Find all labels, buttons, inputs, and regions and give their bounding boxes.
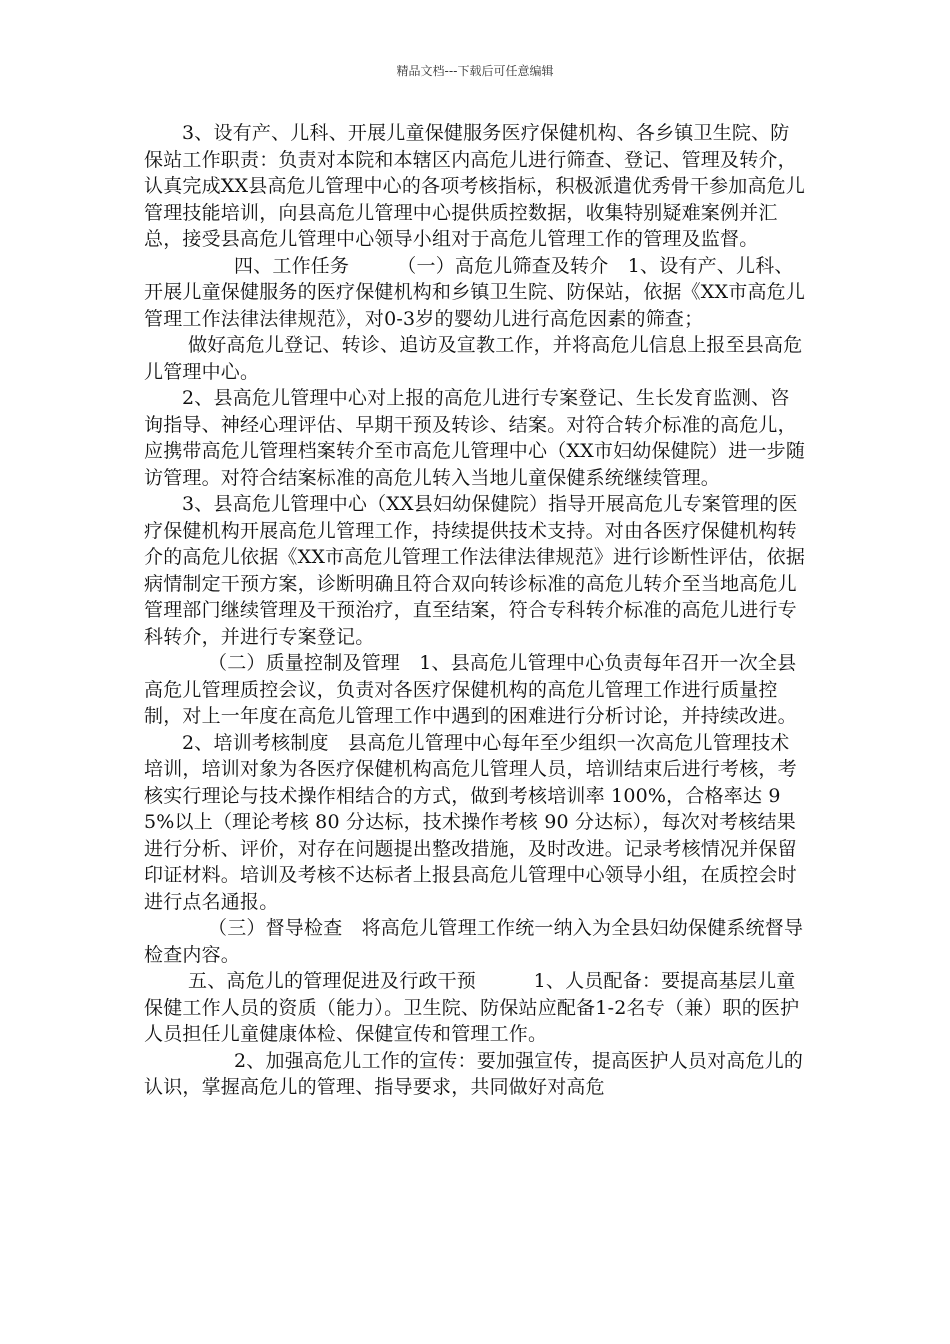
paragraph-task-3: 3、县高危儿管理中心（XX县妇幼保健院）指导开展高危儿专案管理的医疗保健机构开展高危儿管理工作，持续提供技术支持。对由各医疗保健机构转介的高危儿依据《XX市高危儿管理工作法律法律规范》进行诊断性评估，依据病情制定干预方案，诊断明确且符合双向转诊标准的高危儿转介至当地高危儿管理部门继续管理及干预治疗，直至结案，符合专科转介标准的高危儿进行专科转介，并进行专案登记。 [144,493,806,648]
paragraph-supervision: （三）督导检查 将高危儿管理工作统一纳入为全县妇幼保健系统督导检查内容。 [144,917,804,966]
paragraph-training: 2、培训考核制度 县高危儿管理中心每年至少组织一次高危儿管理技术培训，培训对象为各医疗保健机构高危儿管理人员，培训结束后进行考核，考核实行理论与技术操作相结合的方式，做到考核培训率 100%，合格率达 95%以上（理论考核 80 分达标，技术操作考核 90 分达标），每次对考核结果进行分析、评价，对存在问题提出整改措施，及时改进。记录考核情况并保留印证材料。培训及考核不达标者上报县高危儿管理中心领导小组，在质控会时进行点名通报。 [144,731,797,913]
paragraph-publicity: 2、加强高危儿工作的宣传：要加强宣传，提高医护人员对高危儿的认识，掌握高危儿的管理、指导要求，共同做好对高危 [144,1049,804,1098]
paragraph-section-4: 四、工作任务 （一）高危儿筛查及转介 1、设有产、儿科、开展儿童保健服务的医疗保健机构和乡镇卫生院、防保站，依据《XX市高危儿管理工作法律法律规范》，对0-3岁的婴幼儿进行高危因素的筛查； [144,254,806,330]
document-body [144,120,808,1101]
paragraph-registration: 做好高危儿登记、转诊、追访及宣教工作，并将高危儿信息上报至县高危儿管理中心。 [144,334,803,383]
page-header: 精品文档---下载后可任意编辑 [396,64,554,78]
paragraph-duty-3: 3、设有产、儿科、开展儿童保健服务医疗保健机构、各乡镇卫生院、防保站工作职责：负责对本院和本辖区内高危儿进行筛查、登记、管理及转介，认真完成XX县高危儿管理中心的各项考核指标，积极派遣优秀骨干参加高危儿管理技能培训，向县高危儿管理中心提供质控数据，收集特别疑难案例并汇总，接受县高危儿管理中心领导小组对于高危儿管理工作的管理及监督。 [144,122,806,250]
paragraph-task-2: 2、县高危儿管理中心对上报的高危儿进行专案登记、生长发育监测、咨询指导、神经心理评估、早期干预及转诊、结案。对符合转介标准的高危儿，应携带高危儿管理档案转介至市高危儿管理中心（XX市妇幼保健院）进一步随访管理。对符合结案标准的高危儿转入当地儿童保健系统继续管理。 [144,387,806,489]
paragraph-quality-control: （二）质量控制及管理 1、县高危儿管理中心负责每年召开一次全县高危儿管理质控会议，负责对各医疗保健机构的高危儿管理工作进行质量控制，对上一年度在高危儿管理工作中遇到的困难进行分析讨论，并持续改进。 [144,652,797,727]
paragraph-section-5: 五、高危儿的管理促进及行政干预 1、人员配备：要提高基层儿童保健工作人员的资质（能力）。卫生院、防保站应配备1-2名专（兼）职的医护人员担任儿童健康体检、保健宣传和管理工作。 [144,970,800,1045]
